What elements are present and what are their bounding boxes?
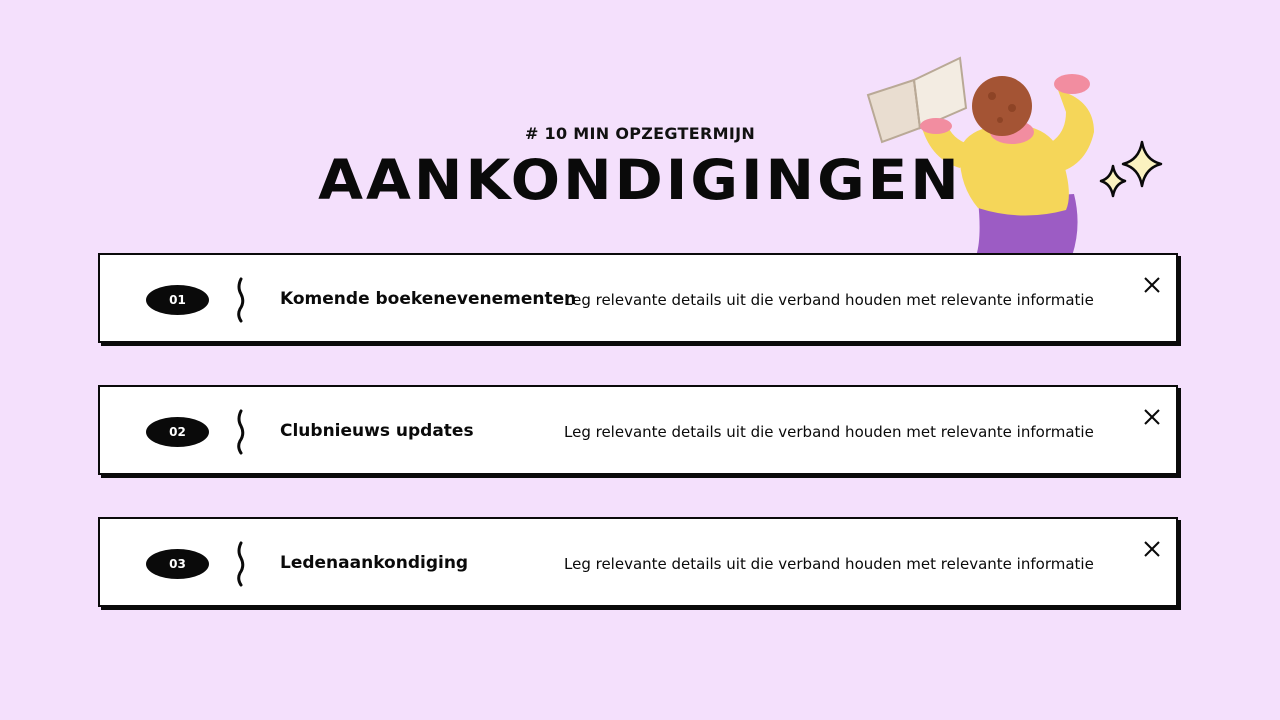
close-icon[interactable]: [1140, 537, 1164, 561]
announcement-card: [98, 253, 1178, 343]
announcement-title: Clubnieuws updates: [280, 421, 474, 441]
announcement-card: [98, 517, 1178, 607]
announcement-title: Ledenaankondiging: [280, 553, 469, 573]
page-subtitle: # 10 MIN OPZEGTERMIJN: [524, 124, 756, 143]
announcement-description: Leg relevante details uit die verband houden met relevante informatie: [564, 423, 1094, 441]
announcement-description: Leg relevante details uit die verband houden met relevante informatie: [564, 555, 1094, 573]
announcement-title: Komende boekenevenementen: [280, 289, 577, 309]
announcement-description: Leg relevante details uit die verband houden met relevante informatie: [564, 291, 1094, 309]
book-icon: [868, 58, 966, 142]
squiggle-divider-icon: [234, 541, 248, 587]
item-number-badge: 02: [146, 417, 209, 447]
close-icon[interactable]: [1140, 405, 1164, 429]
announcement-card: [98, 385, 1178, 475]
item-number-badge: 03: [146, 549, 209, 579]
squiggle-divider-icon: [234, 409, 248, 455]
close-icon[interactable]: [1140, 273, 1164, 297]
item-number-badge: 01: [146, 285, 209, 315]
page-title: AANKONDIGINGEN: [318, 147, 962, 213]
squiggle-divider-icon: [234, 277, 248, 323]
